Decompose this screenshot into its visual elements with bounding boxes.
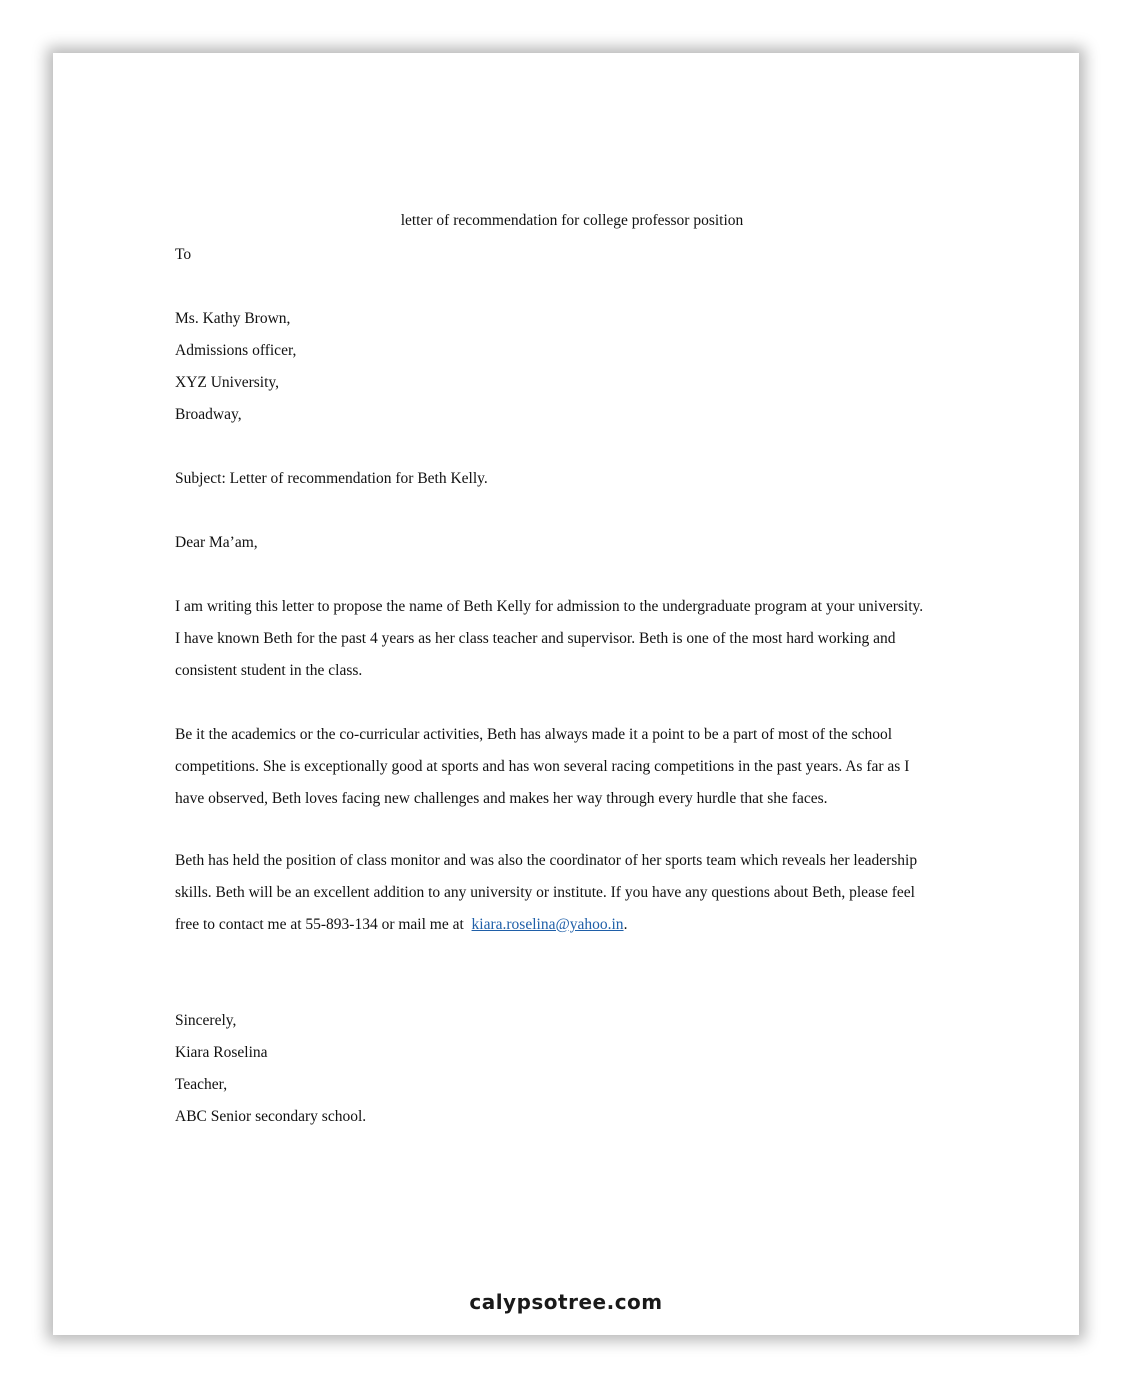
contact-period: . <box>623 916 628 933</box>
paragraph3-line1: Beth has held the position of class monitor and was also the coordinator of her sports team which reveals her leadership <box>175 852 918 869</box>
site-watermark: calypsotree.com <box>469 1290 663 1314</box>
contact-text: free to contact me at 55-893-134 or mail me at <box>175 916 464 933</box>
closing: Sincerely, <box>175 1012 237 1029</box>
paragraph1-line2: I have known Beth for the past 4 years as her class teacher and supervisor. Beth is one of the most hard working and <box>175 630 896 647</box>
salutation-to: To <box>175 246 192 263</box>
email-link[interactable]: kiara.roselina@yahoo.in <box>471 916 624 933</box>
document-page <box>53 53 1079 1335</box>
paragraph1-line3: consistent student in the class. <box>175 662 363 679</box>
paragraph3-line3 <box>175 909 627 941</box>
greeting: Dear Ma’am, <box>175 534 258 551</box>
paragraph2-line1: Be it the academics or the co-curricular activities, Beth has always made it a point to be a part of most of the school <box>175 726 893 743</box>
signer-role: Teacher, <box>175 1076 228 1093</box>
paragraph2-line3: have observed, Beth loves facing new challenges and makes her way through every hurdle that she faces. <box>175 790 828 807</box>
paragraph2-line2: competitions. She is exceptionally good at sports and has won several racing competitions in the past years. As far as I <box>175 758 910 775</box>
document-title: letter of recommendation for college professor position <box>400 212 744 229</box>
recipient-name: Ms. Kathy Brown, <box>175 310 291 327</box>
recipient-institution: XYZ University, <box>175 374 280 391</box>
signer-name: Kiara Roselina <box>175 1044 268 1061</box>
subject-line: Subject: Letter of recommendation for Beth Kelly. <box>175 470 488 487</box>
paragraph3-line2: skills. Beth will be an excellent addition to any university or institute. If you have any questions about Beth, please feel <box>175 884 915 901</box>
recipient-location: Broadway, <box>175 406 242 423</box>
signer-organization: ABC Senior secondary school. <box>175 1108 367 1125</box>
paragraph1-line1: I am writing this letter to propose the name of Beth Kelly for admission to the undergraduate program at your university. <box>175 598 924 615</box>
recipient-role: Admissions officer, <box>175 342 297 359</box>
